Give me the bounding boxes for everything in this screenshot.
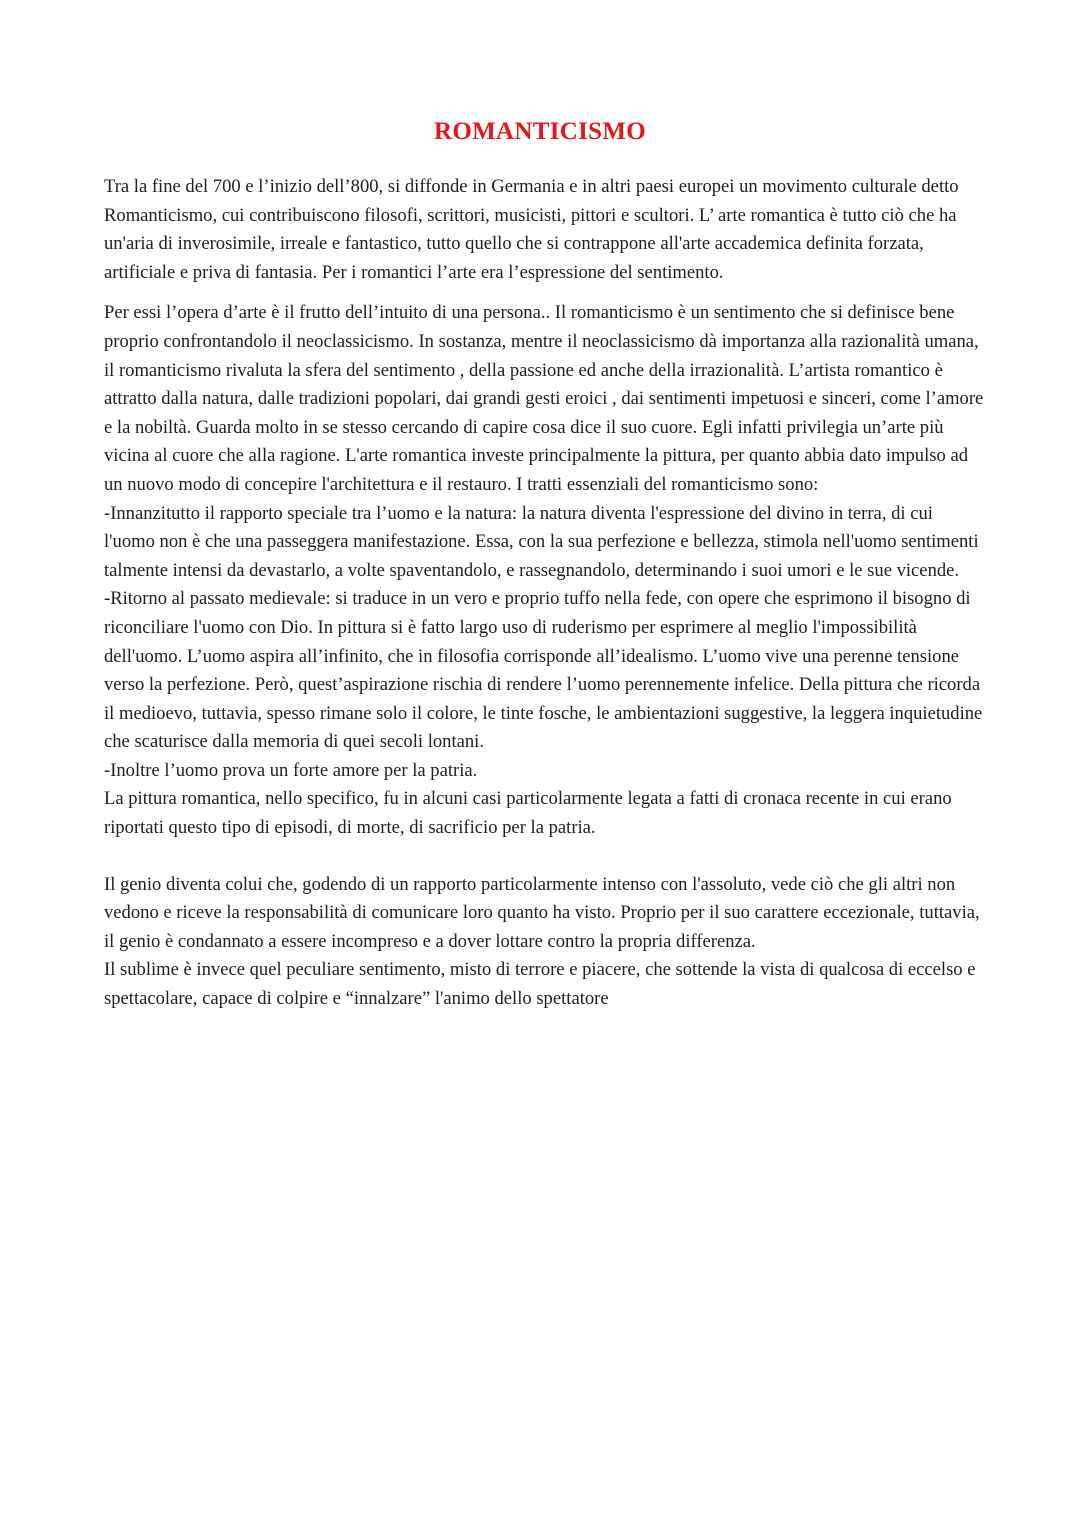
paragraph-patria: -Inoltre l’uomo prova un forte amore per la patria. <box>104 759 478 781</box>
paragraph-intro: Tra la fine del 700 e l’inizio dell’800, si diffonde in Germania e in altri paesi europei un movimento culturale detto Romanticismo, cui contribuiscono filosofi, scrittori, musicisti, pittori e scultori. L’ arte romantica è tutto ciò che ha un'aria di inverosimile, irreale e fantastico, tutto quello che si contrappone all'arte accademica definita forzata, artificiale e priva di fantasia. Per i romantici l’arte era l’espressione del sentimento. <box>104 176 959 283</box>
paragraph-medioevo: -Ritorno al passato medievale: si traduce in un vero e proprio tuffo nella fede, con opere che esprimono il bisogno di riconciliare l'uomo con Dio. In pittura si è fatto largo uso di ruderismo per esprimere al meglio l'impossibilità dell'uomo. L’uomo aspira all’infinito, che in filosofia corrisponde all’idealismo. L’uomo vive una perenne tensione verso la perfezione. Però, quest’aspirazione rischia di rendere l’uomo perennemente infelice. Della pittura che ricorda il medioevo, tuttavia, spesso rimane solo il colore, le tinte fosche, le ambientazioni suggestive, la leggera inquietudine che scaturisce dalla memoria di quei secoli lontani. <box>104 588 983 753</box>
paragraph-opera-arte: Per essi l’opera d’arte è il frutto dell’intuito di una persona.. Il romanticismo è un sentimento che si definisce bene proprio confrontandolo il neoclassicismo. In sostanza, mentre il neoclassicismo dà importanza alla razionalità umana, il romanticismo rivaluta la sfera del sentimento , della passione ed anche della irrazionalità. L’artista romantico è attratto dalla natura, dalle tradizioni popolari, dai grandi gesti eroici , dai sentimenti impetuosi e sinceri, come l’amore e la nobiltà. Guarda molto in se stesso cercando di capire cosa dice il suo cuore. Egli infatti privilegia un’arte più vicina al cuore che alla ragione. L'arte romantica investe principalmente la pittura, per quanto abbia dato impulso ad un nuovo modo di concepire l'architettura e il restauro. I tratti essenziali del romanticismo sono: <box>104 302 984 495</box>
document-body <box>104 173 984 1014</box>
paragraph-natura: -Innanzitutto il rapporto speciale tra l’uomo e la natura: la natura diventa l'espressione del divino in terra, di cui l'uomo non è che una passeggera manifestazione. Essa, con la sua perfezione e bellezza, stimola nell'uomo sentimenti talmente intensi da devastarlo, a volte spaventandolo, e rassegnandolo, determinando i suoi umori e le sue vicende. <box>104 502 979 581</box>
paragraph-sublime: Il sublime è invece quel peculiare sentimento, misto di terrore e piacere, che sottende la vista di qualcosa di eccelso e spettacolare, capace di colpire e “innalzare” l'animo dello spettatore <box>104 959 976 1010</box>
paragraph-pittura-romantica: La pittura romantica, nello specifico, fu in alcuni casi particolarmente legata a fatti di cronaca recente in cui erano riportati questo tipo di episodi, di morte, di sacrificio per la patria. <box>104 788 952 839</box>
paragraph-genio: Il genio diventa colui che, godendo di un rapporto particolarmente intenso con l'assoluto, vede ciò che gli altri non vedono e riceve la responsabilità di comunicare loro quanto ha visto. Proprio per il suo carattere eccezionale, tuttavia, il genio è condannato a essere incompreso e a dover lottare contro la propria differenza. <box>104 873 980 952</box>
document-title: ROMANTICISMO <box>434 118 646 145</box>
